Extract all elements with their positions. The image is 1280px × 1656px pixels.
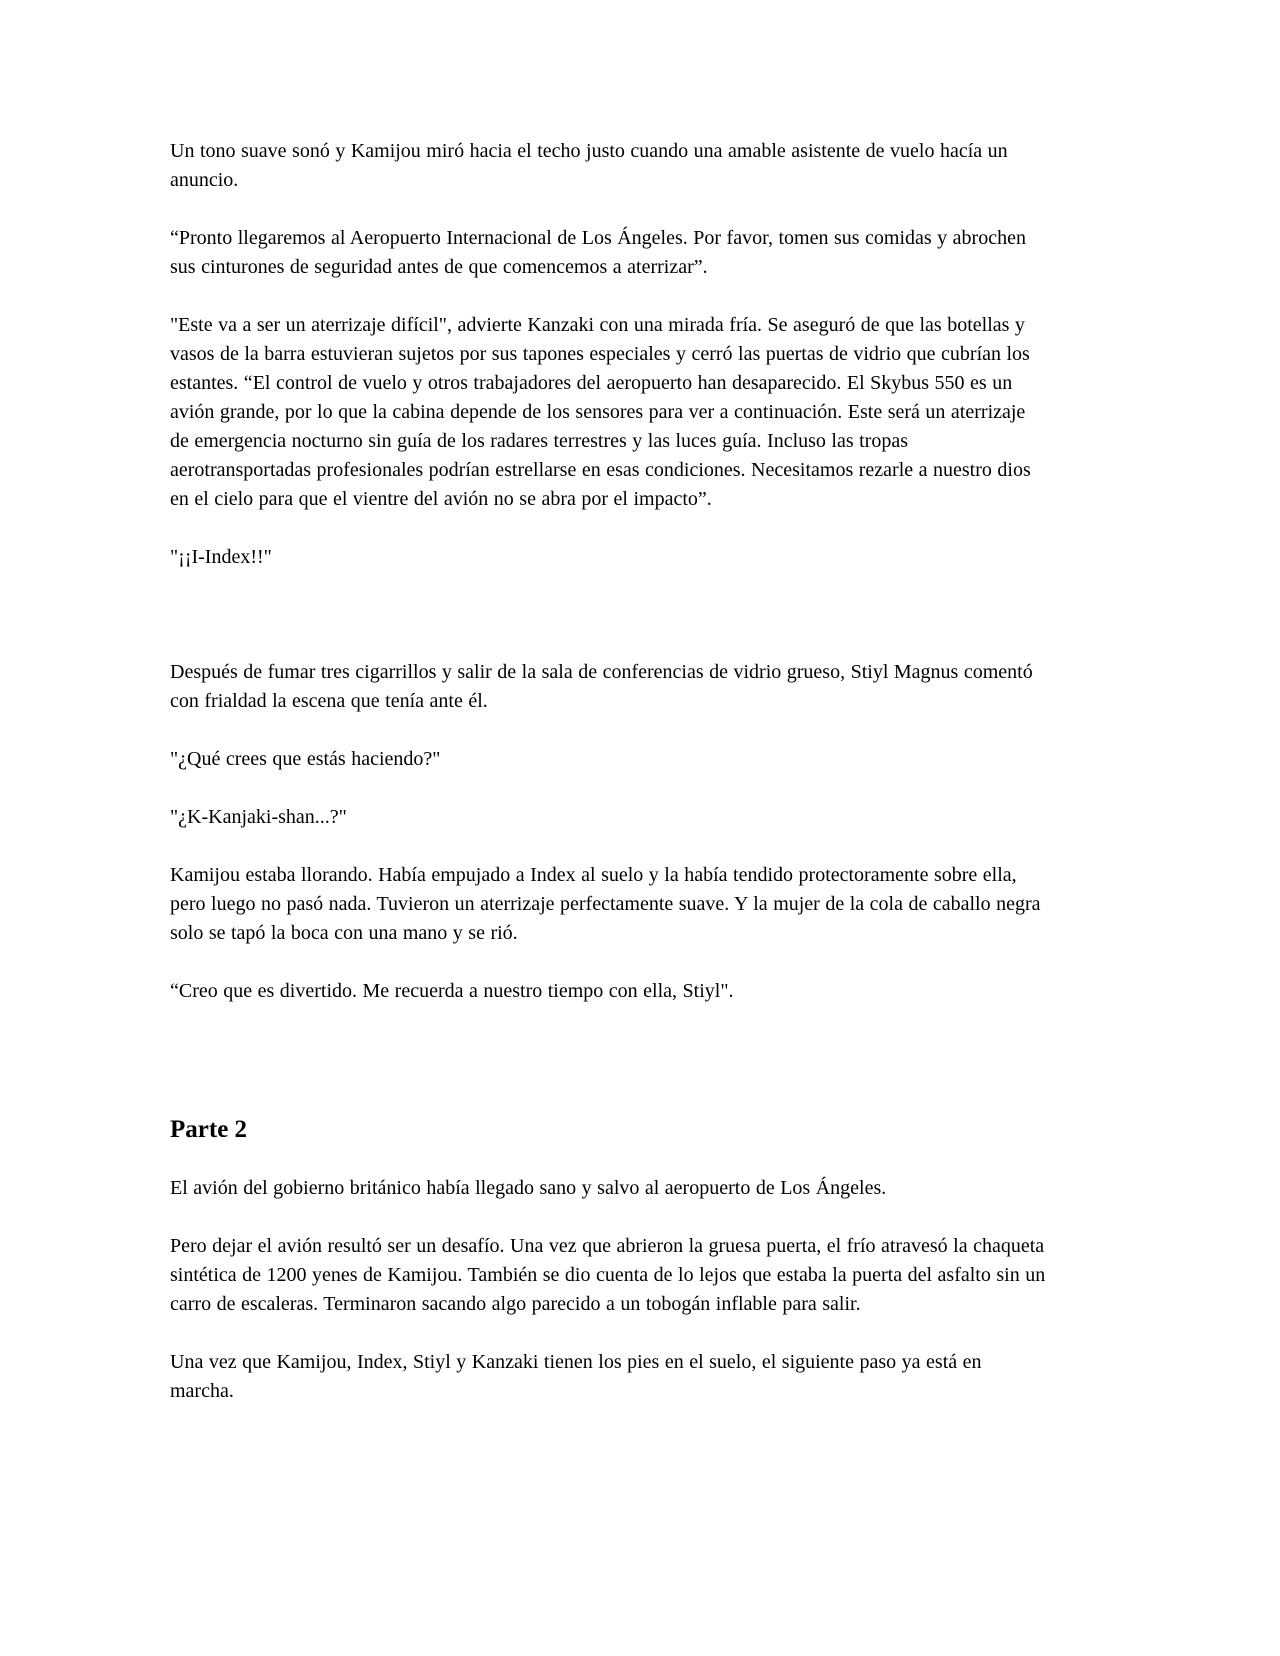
paragraph: "¿Qué crees que estás haciendo?": [170, 748, 441, 770]
paragraph: “Pronto llegaremos al Aeropuerto Internacional de Los Ángeles. Por favor, tomen sus comidas y abrochen sus cinturones de seguridad antes de que comencemos a aterrizar”.: [170, 227, 1026, 278]
paragraph: Una vez que Kamijou, Index, Stiyl y Kanzaki tienen los pies en el suelo, el siguiente paso ya está en marcha.: [170, 1351, 982, 1402]
paragraph: "¡¡I-Index!!": [170, 546, 272, 568]
paragraph: "¿K-Kanjaki-shan...?": [170, 806, 347, 828]
paragraph: Kamijou estaba llorando. Había empujado a Index al suelo y la había tendido protectoramente sobre ella, pero luego no pasó nada. Tuvieron un aterrizaje perfectamente suave. Y la mujer de la cola de caballo negra solo se tapó la boca con una mano y se rió.: [170, 864, 1041, 944]
paragraph: “Creo que es divertido. Me recuerda a nuestro tiempo con ella, Stiyl".: [170, 980, 734, 1002]
paragraph: Después de fumar tres cigarrillos y salir de la sala de conferencias de vidrio grueso, Stiyl Magnus comentó con frialdad la escena que tenía ante él.: [170, 661, 1033, 712]
section-heading: Parte 2: [170, 1116, 248, 1143]
paragraph: "Este va a ser un aterrizaje difícil", advierte Kanzaki con una mirada fría. Se aseguró de que las botellas y vasos de la barra estuvieran sujetos por sus tapones especiales y cerró las puertas de vidrio que cubrían los estantes. “El control de vuelo y otros trabajadores del aeropuerto han desaparecido. El Skybus 550 es un avión grande, por lo que la cabina depende de los sensores para ver a continuación. Este será un aterrizaje de emergencia nocturno sin guía de los radares terrestres y las luces guía. Incluso las tropas aerotransportadas profesionales podrían estrellarse en esas condiciones. Necesitamos rezarle a nuestro dios en el cielo para que el vientre del avión no se abra por el impacto”.: [170, 314, 1031, 510]
paragraph: El avión del gobierno británico había llegado sano y salvo al aeropuerto de Los Ángeles.: [170, 1177, 887, 1199]
paragraph: Pero dejar el avión resultó ser un desafío. Una vez que abrieron la gruesa puerta, el frío atravesó la chaqueta sintética de 1200 yenes de Kamijou. También se dio cuenta de lo lejos que estaba la puerta del asfalto sin un carro de escaleras. Terminaron sacando algo parecido a un tobogán inflable para salir.: [170, 1235, 1046, 1315]
paragraph: Un tono suave sonó y Kamijou miró hacia el techo justo cuando una amable asistente de vuelo hacía un anuncio.: [170, 140, 1008, 191]
